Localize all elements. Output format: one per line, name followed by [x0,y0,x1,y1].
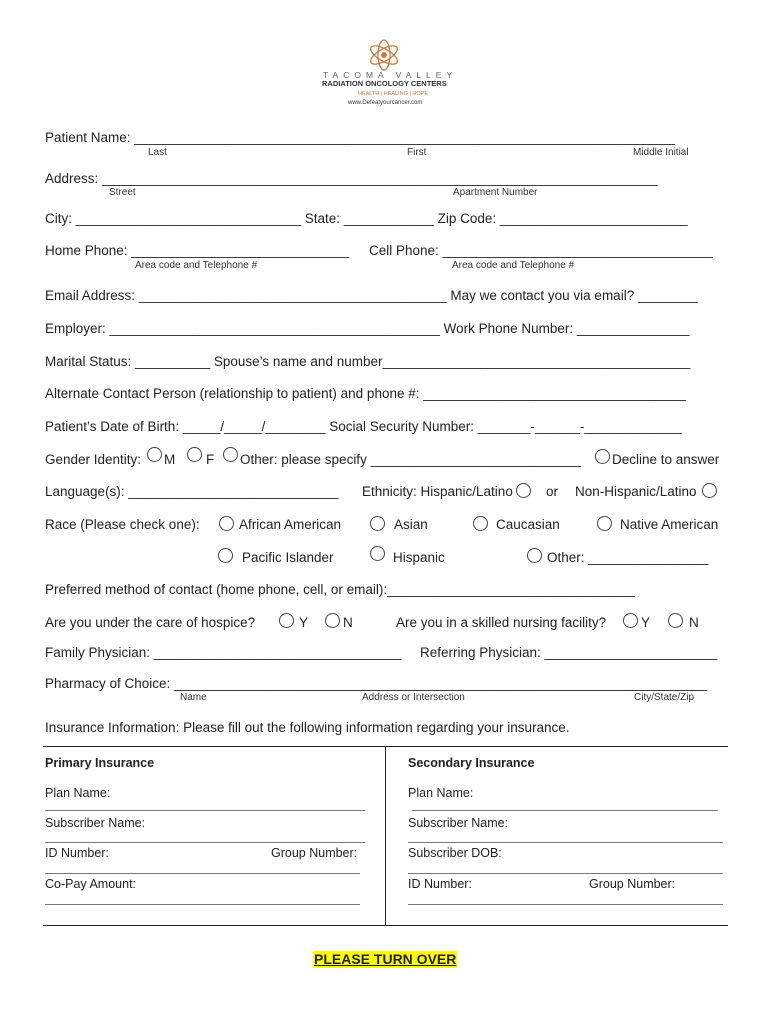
pharmacy-address-caption: Address or Intersection [362,692,465,703]
snf-no-label: N [689,615,699,630]
ethnicity-or-label: or [546,484,559,499]
first-name-caption: First [407,147,427,158]
home-phone-field[interactable]: Home Phone: _____________________________ [45,243,350,258]
race-other-radio[interactable] [527,548,542,563]
primary-id-number-label: ID Number: [45,846,109,860]
gender-f-label: F [206,452,215,467]
race-asian-radio[interactable] [370,516,385,531]
brand-line-1: TACOMA VALLEY [323,70,458,80]
ethnicity-hispanic-radio[interactable] [516,483,531,498]
snf-label: Are you in a skilled nursing facility? [396,615,607,630]
gender-other-radio[interactable] [223,447,238,462]
race-other-field[interactable]: Other: ________________ [547,550,709,565]
secondary-subscriber-name-line[interactable] [408,842,723,843]
middle-initial-caption: Middle Initial [633,147,689,158]
gender-m-radio[interactable] [147,447,162,462]
alternate-contact-field[interactable]: Alternate Contact Person (relationship to patient) and phone #: ___________________________________ [45,386,687,401]
hospice-no-radio[interactable] [325,613,340,628]
please-turn-over-notice: PLEASE TURN OVER [314,951,457,967]
secondary-insurance-title: Secondary Insurance [408,756,535,770]
home-phone-caption: Area code and Telephone # [135,260,258,271]
pharmacy-field[interactable]: Pharmacy of Choice: _______________________________________________________________________ [45,676,708,691]
race-native-american-label: Native American [620,517,719,532]
snf-yes-radio[interactable] [623,613,638,628]
email-field[interactable]: Email Address: _________________________________________ May we contact you via email? ________ [45,288,699,303]
brand-website: www.Defeatyourcancer.com [348,100,423,106]
race-native-american-radio[interactable] [597,516,612,531]
ethnicity-hispanic-label: Ethnicity: Hispanic/Latino [362,484,513,499]
apartment-caption: Apartment Number [453,187,538,198]
snf-yes-label: Y [641,615,651,630]
pharmacy-city-caption: City/State/Zip [634,692,695,703]
race-caucasian-label: Caucasian [496,517,560,532]
employer-field[interactable]: Employer: ____________________________________________ Work Phone Number: _______________ [45,321,690,336]
gender-f-radio[interactable] [187,447,202,462]
street-caption: Street [109,187,136,198]
gender-other-field[interactable]: Other: please specify ____________________________ [240,452,581,467]
primary-subscriber-name-label: Subscriber Name: [45,816,146,830]
primary-group-number-label: Group Number: [271,846,358,860]
primary-plan-name-label: Plan Name: [45,786,111,800]
pharmacy-name-caption: Name [180,692,207,703]
clinic-logo [318,38,458,110]
hospice-label: Are you under the care of hospice? [45,615,256,630]
cell-phone-caption: Area code and Telephone # [452,260,575,271]
secondary-subscriber-dob-label: Subscriber DOB: [408,846,502,860]
primary-id-number-line[interactable] [45,873,360,874]
hospice-yes-label: Y [299,615,309,630]
race-hispanic-radio[interactable] [370,546,385,561]
secondary-plan-name-label: Plan Name: [408,786,474,800]
insurance-table-divider [385,747,386,926]
insurance-intro: Insurance Information: Please fill out the following information regarding your insurance. [45,720,570,735]
primary-subscriber-name-line[interactable] [45,842,365,843]
race-hispanic-label: Hispanic [393,550,445,565]
ethnicity-non-hispanic-label: Non-Hispanic/Latino [575,484,697,499]
secondary-subscriber-dob-line[interactable] [408,873,723,874]
referring-physician-field[interactable]: Referring Physician: _______________________ [420,645,718,660]
secondary-plan-name-line[interactable] [412,810,718,811]
hospice-yes-radio[interactable] [279,613,294,628]
race-asian-label: Asian [394,517,428,532]
race-pacific-islander-label: Pacific Islander [242,550,334,565]
secondary-id-number-line[interactable] [408,904,723,905]
gender-decline-label: Decline to answer [612,452,720,467]
primary-insurance-title: Primary Insurance [45,756,155,770]
gender-label: Gender Identity: [45,452,142,467]
brand-line-2: RADIATION ONCOLOGY CENTERS [322,79,447,88]
preferred-contact-field[interactable]: Preferred method of contact (home phone, cell, or email):_________________________________ [45,582,635,597]
cell-phone-field[interactable]: Cell Phone: ____________________________________ [369,243,713,258]
patient-name-field[interactable]: Patient Name: ________________________________________________________________________ [45,130,675,145]
address-field[interactable]: Address: __________________________________________________________________________ [45,171,658,186]
family-physician-field[interactable]: Family Physician: _________________________________ [45,645,402,660]
race-caucasian-radio[interactable] [473,516,488,531]
ethnicity-non-hispanic-radio[interactable] [702,483,717,498]
gender-m-label: M [164,452,176,467]
primary-copay-line[interactable] [45,904,360,905]
race-pacific-islander-radio[interactable] [218,548,233,563]
race-label: Race (Please check one): [45,517,200,532]
insurance-table-bottom-border [43,925,728,926]
gender-decline-radio[interactable] [595,449,610,464]
marital-status-field[interactable]: Marital Status: __________ Spouse’s name and number_________________________________________ [45,354,691,369]
hospice-no-label: N [343,615,353,630]
race-african-american-label: African American [239,517,342,532]
secondary-id-number-label: ID Number: [408,877,472,891]
brand-tagline: HEALTH | HEALING | HOPE [358,91,428,97]
secondary-subscriber-name-label: Subscriber Name: [408,816,509,830]
race-african-american-radio[interactable] [219,516,234,531]
secondary-group-number-label: Group Number: [589,877,676,891]
dob-ssn-field[interactable]: Patient’s Date of Birth: _____/_____/________ Social Security Number: _______-______-_____________ [45,419,682,434]
primary-plan-name-line[interactable] [45,810,365,811]
last-name-caption: Last [148,147,167,158]
snf-no-radio[interactable] [668,613,683,628]
primary-copay-label: Co-Pay Amount: [45,877,137,891]
city-state-zip-field[interactable]: City: ______________________________ State: ____________ Zip Code: _________________________ [45,211,688,226]
language-field[interactable]: Language(s): ____________________________ [45,484,339,499]
